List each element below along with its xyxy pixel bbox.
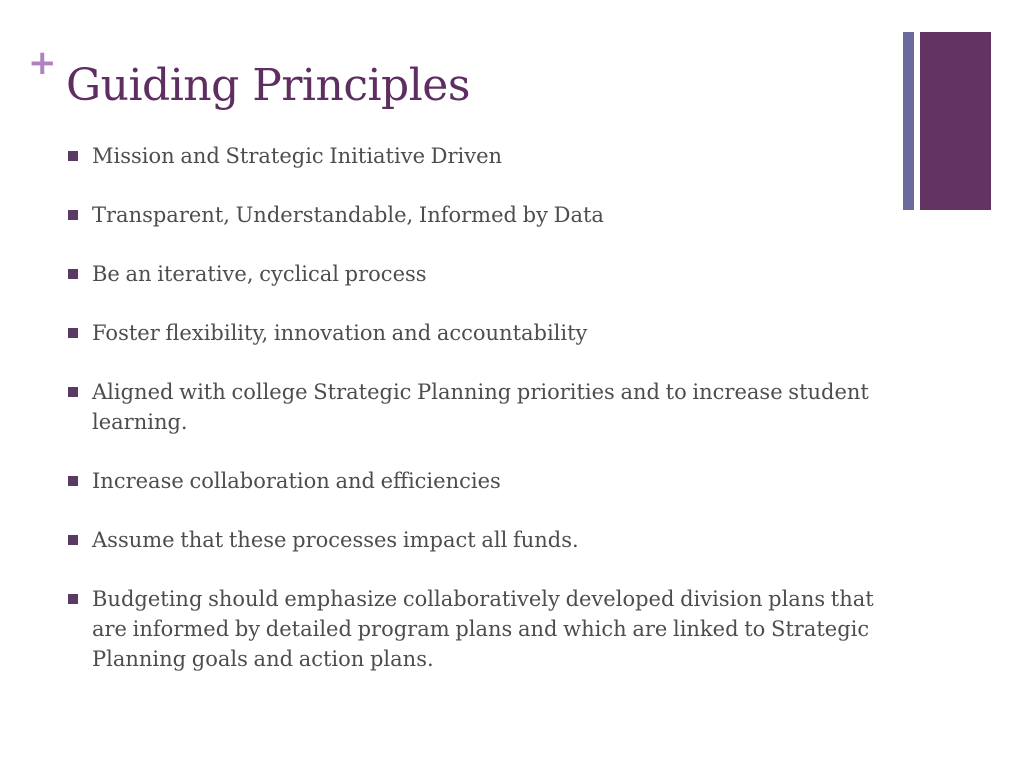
plus-icon: + (28, 43, 57, 83)
bullet-item (66, 466, 876, 496)
square-bullet-icon (68, 594, 78, 604)
square-bullet-icon (68, 210, 78, 220)
bullet-list (66, 141, 876, 703)
bullet-text: Aligned with college Strategic Planning priorities and to increase student learning. (92, 380, 869, 434)
square-bullet-icon (68, 535, 78, 545)
square-bullet-icon (68, 151, 78, 161)
bullet-text: Mission and Strategic Initiative Driven (92, 144, 503, 168)
bullet-item (66, 584, 876, 674)
bullet-item (66, 525, 876, 555)
bullet-text: Assume that these processes impact all funds. (92, 528, 579, 552)
accent-bar-thick (920, 32, 991, 210)
accent-bar-thin (903, 32, 914, 210)
bullet-text: Be an iterative, cyclical process (92, 262, 427, 286)
bullet-item (66, 259, 876, 289)
bullet-text: Foster flexibility, innovation and accountability (92, 321, 588, 345)
bullet-text: Increase collaboration and efficiencies (92, 469, 501, 493)
bullet-item (66, 377, 876, 437)
square-bullet-icon (68, 269, 78, 279)
square-bullet-icon (68, 387, 78, 397)
bullet-item (66, 141, 876, 171)
bullet-item (66, 200, 876, 230)
square-bullet-icon (68, 476, 78, 486)
square-bullet-icon (68, 328, 78, 338)
slide-title: Guiding Principles (66, 60, 470, 111)
bullet-item (66, 318, 876, 348)
bullet-text: Transparent, Understandable, Informed by Data (92, 203, 604, 227)
bullet-text: Budgeting should emphasize collaboratively developed division plans that are informed by detailed program plans and which are linked to Strategic Planning goals and action plans. (92, 587, 874, 671)
